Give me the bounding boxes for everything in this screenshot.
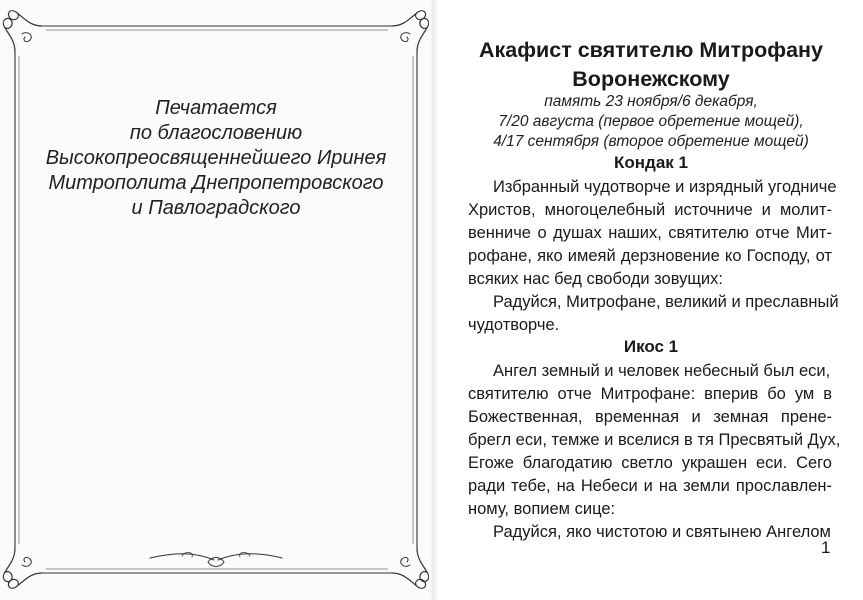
kondak-line: венниче о душах наших, святителю отче Мит- <box>468 224 832 242</box>
kondak-line: Христов, многоцелебный источниче и молит- <box>468 201 832 219</box>
blessing-line: по благословению <box>129 122 303 144</box>
blessing-text <box>40 96 392 221</box>
right-page <box>439 0 863 600</box>
blessing-line: и Павлоградского <box>131 197 301 219</box>
kondak-line: всяких нас бед свободи зовущих: <box>468 270 723 288</box>
ikos-line: Ангел земный и человек небесный был еси, <box>493 362 831 380</box>
blessing-line: Печатается <box>155 97 277 119</box>
kondak-rejoice-line: Радуйся, Митрофане, великий и преславный <box>493 293 839 311</box>
ikos-line: Божественная, временная и земная прене- <box>468 408 832 426</box>
kondak-line: Избранный чудотворче и изрядный угодниче <box>493 178 837 196</box>
ikos-line: Егоже благодатию светло украшен еси. Сего <box>468 454 832 472</box>
kondak-rejoice-line: чудотворче. <box>468 316 560 334</box>
book-gutter <box>429 0 439 600</box>
ikos-line: святителю отче Митрофане: вперив бо ум в <box>468 385 832 403</box>
akathist-title-line: Акафист святителю Митрофану <box>478 38 824 62</box>
kondak-line: рофане, яко имеяй дерзновение ко Господу, от <box>468 247 832 265</box>
blessing-line: Высокопреосвященнейшего Иринея <box>45 147 387 169</box>
ikos-line: ради тебе, на Небеси и на земли прославлен- <box>468 477 832 495</box>
commemoration-line: память 23 ноября/6 декабря, <box>544 93 758 110</box>
commemoration-line: 7/20 августа (первое обретение мощей), <box>498 113 804 130</box>
ikos-heading: Икос 1 <box>623 337 679 356</box>
akathist-title-line: Воронежскому <box>572 67 730 91</box>
kondak-heading: Кондак 1 <box>614 153 688 172</box>
commemoration-line: 4/17 сентября (второе обретение мощей) <box>493 133 809 150</box>
page-number: 1 <box>821 538 831 557</box>
ikos-rejoice-line: Радуйся, яко чистотою и святынею Ангелом <box>493 523 831 541</box>
ikos-line: брегл еси, темже и вселися в тя Пресвятый Дух, <box>468 431 841 449</box>
ikos-line: ному, вопием сице: <box>468 500 616 518</box>
blessing-line: Митрополита Днепропетровского <box>48 172 384 194</box>
